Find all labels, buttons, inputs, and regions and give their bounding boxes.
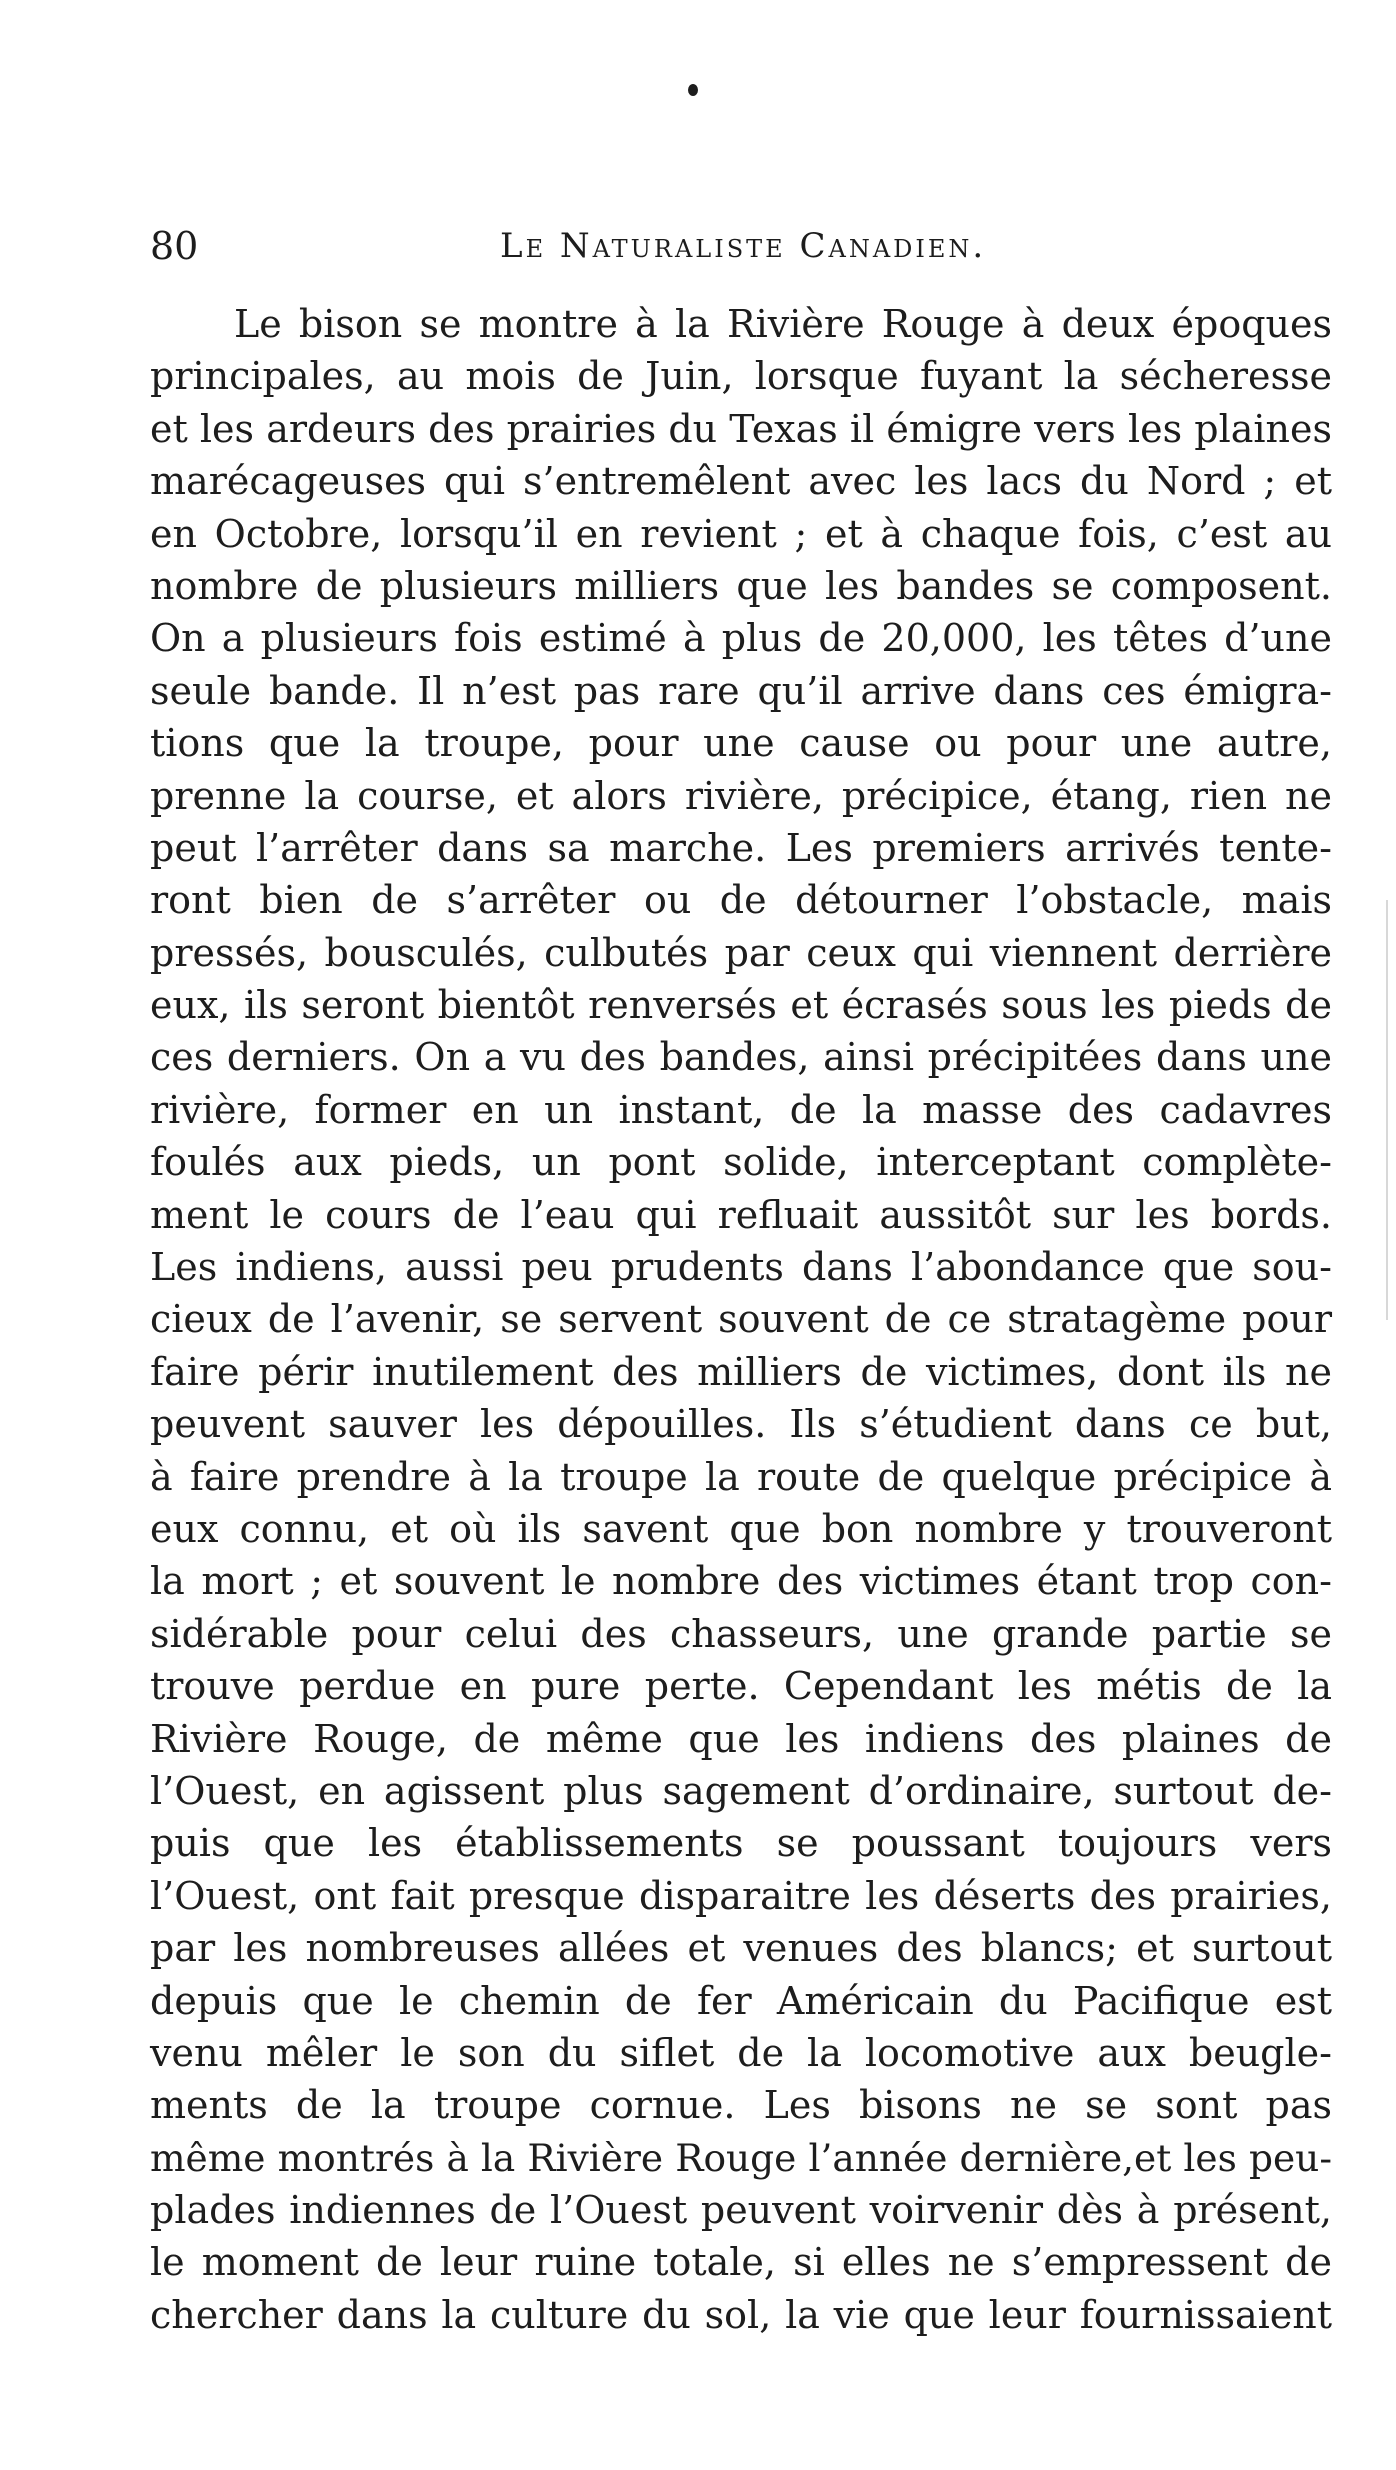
print-mark (688, 84, 698, 96)
text-line: prenne la course, et alors rivière, précipice, étang, rien ne (150, 773, 1332, 818)
text-line: trouve perdue en pure perte. Cependant les métis de la (150, 1664, 1332, 1709)
text-line: seule bande. Il n’est pas rare qu’il arrive dans ces émigra- (150, 668, 1332, 713)
text-line: l’Ouest, en agissent plus sagement d’ordinaire, surtout de- (150, 1768, 1332, 1813)
text-line: chercher dans la culture du sol, la vie que leur fournissaient (150, 2292, 1332, 2337)
text-line: en Octobre, lorsqu’il en revient ; et à chaque fois, c’est au (150, 511, 1332, 556)
text-line: cieux de l’avenir, se servent souvent de ce stratagème pour (150, 1297, 1332, 1342)
body-paragraph (150, 298, 1332, 2341)
text-line: peuvent sauver les dépouilles. Ils s’étudient dans ce but, (150, 1402, 1332, 1447)
text-line: même montrés à la Rivière Rouge l’année dernière,et les peu- (150, 2135, 1332, 2180)
text-line: Rivière Rouge, de même que les indiens des plaines de (150, 1716, 1332, 1761)
text-line: à faire prendre à la troupe la route de quelque précipice à (150, 1454, 1332, 1499)
text-line: et les ardeurs des prairies du Texas il émigre vers les plaines (150, 406, 1332, 451)
text-line: On a plusieurs fois estimé à plus de 20,000, les têtes d’une (150, 616, 1332, 661)
text-line: faire périr inutilement des milliers de victimes, dont ils ne (150, 1349, 1332, 1394)
text-line: l’Ouest, ont fait presque disparaitre les déserts des prairies, (150, 1873, 1332, 1918)
text-line: Le bison se montre à la Rivière Rouge à deux époques (234, 302, 1332, 346)
text-line: plades indiennes de l’Ouest peuvent voirvenir dès à présent, (150, 2188, 1332, 2233)
text-line: Les indiens, aussi peu prudents dans l’abondance que sou- (150, 1245, 1332, 1290)
page-header (150, 222, 1330, 270)
text-line: rivière, former en un instant, de la masse des cadavres (150, 1087, 1332, 1132)
text-line: puis que les établissements se poussant toujours vers (150, 1821, 1332, 1866)
text-line: eux, ils seront bientôt renversés et écrasés sous les pieds de (150, 983, 1332, 1028)
running-title: Le Naturaliste Canadien. (500, 226, 987, 266)
text-line: ment le cours de l’eau qui refluait aussitôt sur les bords. (150, 1192, 1332, 1237)
margin-rule (1386, 900, 1388, 1320)
text-line: la mort ; et souvent le nombre des victimes étant trop con- (150, 1559, 1332, 1604)
text-line: sidérable pour celui des chasseurs, une grande partie se (150, 1611, 1332, 1656)
text-line: foulés aux pieds, un pont solide, interceptant complète- (150, 1140, 1332, 1185)
text-line: depuis que le chemin de fer Américain du Pacifique est (150, 1978, 1332, 2023)
text-line: principales, au mois de Juin, lorsque fuyant la sécheresse (150, 354, 1332, 399)
text-line: nombre de plusieurs milliers que les bandes se composent. (150, 563, 1332, 608)
text-line: le moment de leur ruine totale, si elles ne s’empressent de (150, 2240, 1332, 2285)
text-line: par les nombreuses allées et venues des blancs; et surtout (150, 1926, 1332, 1971)
page-number: 80 (150, 224, 199, 268)
text-line: peut l’arrêter dans sa marche. Les premiers arrivés tente- (150, 825, 1332, 870)
text-line: tions que la troupe, pour une cause ou pour une autre, (150, 721, 1332, 766)
text-line: venu mêler le son du siflet de la locomotive aux beugle- (150, 2030, 1332, 2075)
text-line: ces derniers. On a vu des bandes, ainsi précipitées dans une (150, 1035, 1332, 1080)
text-line: ront bien de s’arrêter ou de détourner l’obstacle, mais (150, 878, 1332, 923)
text-line: pressés, bousculés, culbutés par ceux qui viennent derrière (150, 930, 1332, 975)
text-line: marécageuses qui s’entremêlent avec les lacs du Nord ; et (150, 459, 1332, 504)
text-line: eux connu, et où ils savent que bon nombre y trouveront (150, 1506, 1332, 1551)
text-line: ments de la troupe cornue. Les bisons ne se sont pas (150, 2083, 1332, 2128)
